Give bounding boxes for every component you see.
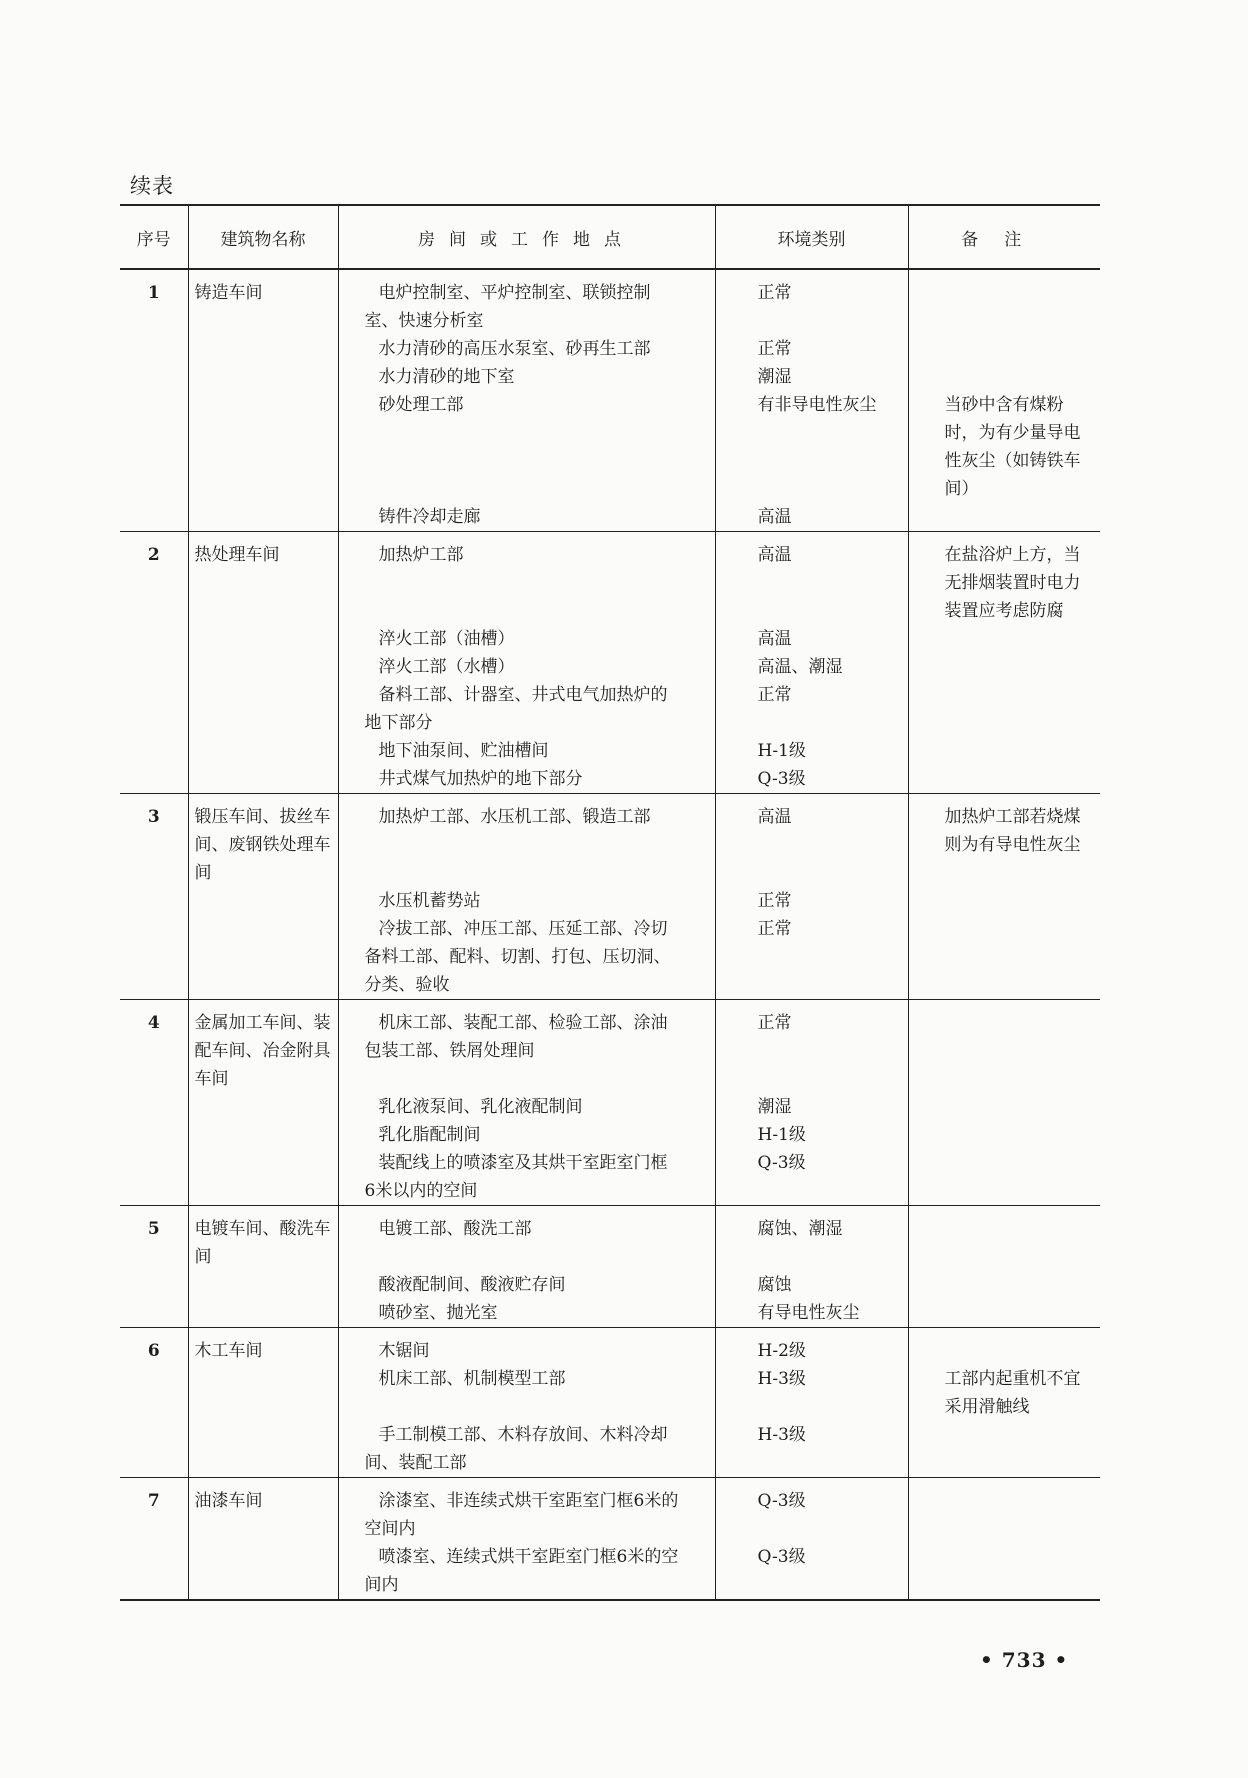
room-line xyxy=(345,859,709,887)
note-text: 工部内起重机不宜采用滑触线 xyxy=(944,1369,1081,1417)
building-name: 金属加工车间、装配车间、冶金附具车间 xyxy=(188,1000,338,1206)
room-cell xyxy=(338,1328,715,1478)
room-line xyxy=(345,1065,709,1093)
env-cell xyxy=(715,1328,908,1478)
building-name: 热处理车间 xyxy=(188,532,338,794)
note-cell xyxy=(908,794,1100,1000)
env-line xyxy=(722,1449,902,1477)
env-line xyxy=(722,1177,902,1205)
room-line: 包装工部、铁屑处理间 xyxy=(364,1041,535,1061)
env-line: H-3级 xyxy=(757,1369,806,1389)
env-line: Q-3级 xyxy=(757,769,806,789)
room-line xyxy=(345,447,709,475)
room-line: 井式煤气加热炉的地下部分 xyxy=(378,769,583,789)
room-line: 室、快速分析室 xyxy=(364,311,484,331)
env-line: 正常 xyxy=(757,891,792,911)
env-line xyxy=(722,597,902,625)
row-number: 6 xyxy=(120,1328,188,1478)
building-name: 木工车间 xyxy=(188,1328,338,1478)
row-number: 4 xyxy=(120,1000,188,1206)
room-line: 机床工部、装配工部、检验工部、涂油 xyxy=(378,1013,668,1033)
note-cell xyxy=(908,1206,1100,1328)
room-line: 砂处理工部 xyxy=(378,395,464,415)
table-row xyxy=(120,532,1100,794)
room-cell xyxy=(338,1000,715,1206)
row-number: 2 xyxy=(120,532,188,794)
room-line: 地下油泵间、贮油槽间 xyxy=(378,741,549,761)
env-line: 有导电性灰尘 xyxy=(757,1303,860,1323)
env-line: Q-3级 xyxy=(757,1491,806,1511)
table-row xyxy=(120,269,1100,532)
room-line: 水力清砂的地下室 xyxy=(378,367,515,387)
room-line xyxy=(345,419,709,447)
env-line: H-1级 xyxy=(757,1125,806,1145)
room-cell xyxy=(338,269,715,532)
header-env: 环境类别 xyxy=(715,205,908,269)
room-line: 地下部分 xyxy=(364,713,433,733)
room-line: 水力清砂的高压水泵室、砂再生工部 xyxy=(378,339,651,359)
room-line xyxy=(345,1393,709,1421)
room-line: 备料工部、配料、切割、打包、压切洞、 xyxy=(364,947,671,967)
room-line: 电镀工部、酸洗工部 xyxy=(378,1219,532,1239)
env-line xyxy=(722,859,902,887)
room-line xyxy=(345,597,709,625)
env-cell xyxy=(715,1478,908,1601)
room-line: 喷砂室、抛光室 xyxy=(378,1303,498,1323)
room-line: 空间内 xyxy=(364,1519,416,1539)
room-cell xyxy=(338,1478,715,1601)
env-line xyxy=(722,1065,902,1093)
room-line: 机床工部、机制模型工部 xyxy=(378,1369,566,1389)
env-line xyxy=(722,1037,902,1065)
room-line: 电炉控制室、平炉控制室、联锁控制 xyxy=(378,283,651,303)
room-line: 乳化液泵间、乳化液配制间 xyxy=(378,1097,583,1117)
room-line: 喷漆室、连续式烘干室距室门框6米的空 xyxy=(378,1547,679,1567)
env-line: 高温 xyxy=(757,545,792,565)
note-cell xyxy=(908,269,1100,532)
env-line: 有非导电性灰尘 xyxy=(757,395,877,415)
room-line xyxy=(345,1243,709,1271)
env-line: H-2级 xyxy=(757,1341,806,1361)
table-row xyxy=(120,1478,1100,1601)
room-line: 间、装配工部 xyxy=(364,1453,467,1473)
note-text: 加热炉工部若烧煤则为有导电性灰尘 xyxy=(944,807,1081,855)
env-line: 正常 xyxy=(757,685,792,705)
env-cell xyxy=(715,532,908,794)
environment-classification-table xyxy=(120,204,1100,1601)
note-cell xyxy=(908,1000,1100,1206)
note-cell xyxy=(908,1328,1100,1478)
page-number: • 733 • xyxy=(980,1648,1069,1672)
room-line xyxy=(345,569,709,597)
env-line: 高温 xyxy=(757,629,792,649)
header-note: 备注 xyxy=(908,205,1100,269)
room-line: 分类、验收 xyxy=(364,975,450,995)
note-cell xyxy=(908,532,1100,794)
header-room: 房间或工作地点 xyxy=(338,205,715,269)
table-row xyxy=(120,1328,1100,1478)
note-cell xyxy=(908,1478,1100,1601)
env-line: 潮湿 xyxy=(757,367,792,387)
room-line xyxy=(345,475,709,503)
env-line xyxy=(722,1571,902,1599)
env-line: 正常 xyxy=(757,1013,792,1033)
header-row xyxy=(120,205,1100,269)
env-line: Q-3级 xyxy=(757,1547,806,1567)
building-name: 锻压车间、拔丝车间、废钢铁处理车间 xyxy=(188,794,338,1000)
table-row xyxy=(120,1000,1100,1206)
env-line: 腐蚀 xyxy=(757,1275,792,1295)
table-row xyxy=(120,1206,1100,1328)
env-line: 正常 xyxy=(757,339,792,359)
env-line xyxy=(722,709,902,737)
env-line: 正常 xyxy=(757,283,792,303)
note-text: 在盐浴炉上方，当无排烟装置时电力装置应考虑防腐 xyxy=(944,545,1081,621)
env-line xyxy=(722,307,902,335)
env-line: H-3级 xyxy=(757,1425,806,1445)
env-line xyxy=(722,971,902,999)
room-line: 装配线上的喷漆室及其烘干室距室门框 xyxy=(378,1153,668,1173)
env-line xyxy=(722,1393,902,1421)
env-line: 腐蚀、潮湿 xyxy=(757,1219,843,1239)
room-cell xyxy=(338,1206,715,1328)
room-line: 酸液配制间、酸液贮存间 xyxy=(378,1275,566,1295)
env-line xyxy=(722,419,902,447)
env-cell xyxy=(715,1206,908,1328)
env-cell xyxy=(715,1000,908,1206)
room-line: 手工制模工部、木料存放间、木料冷却 xyxy=(378,1425,668,1445)
room-line: 冷拔工部、冲压工部、压延工部、冷切 xyxy=(378,919,668,939)
building-name: 油漆车间 xyxy=(188,1478,338,1601)
header-building: 建筑物名称 xyxy=(188,205,338,269)
env-line: 高温 xyxy=(757,807,792,827)
room-line: 间内 xyxy=(364,1575,399,1595)
env-line: 高温 xyxy=(757,507,792,527)
room-line: 6米以内的空间 xyxy=(364,1181,478,1201)
env-line: Q-3级 xyxy=(757,1153,806,1173)
row-number: 3 xyxy=(120,794,188,1000)
env-cell xyxy=(715,794,908,1000)
row-number: 5 xyxy=(120,1206,188,1328)
room-line: 铸件冷却走廊 xyxy=(378,507,481,527)
room-line: 涂漆室、非连续式烘干室距室门框6米的 xyxy=(378,1491,679,1511)
env-line: 高温、潮湿 xyxy=(757,657,843,677)
room-line: 淬火工部（水槽） xyxy=(378,657,515,677)
env-line xyxy=(722,475,902,503)
env-line xyxy=(722,569,902,597)
building-name: 铸造车间 xyxy=(188,269,338,532)
env-line xyxy=(722,1243,902,1271)
env-line xyxy=(722,447,902,475)
row-number: 7 xyxy=(120,1478,188,1601)
env-line xyxy=(722,831,902,859)
header-no: 序号 xyxy=(120,205,188,269)
room-cell xyxy=(338,532,715,794)
room-line: 加热炉工部 xyxy=(378,545,464,565)
building-name: 电镀车间、酸洗车间 xyxy=(188,1206,338,1328)
env-line: 正常 xyxy=(757,919,792,939)
env-cell xyxy=(715,269,908,532)
room-line: 加热炉工部、水压机工部、锻造工部 xyxy=(378,807,651,827)
room-line: 备料工部、计器室、井式电气加热炉的 xyxy=(378,685,668,705)
env-line xyxy=(722,1515,902,1543)
room-line: 水压机蓄势站 xyxy=(378,891,481,911)
table-row xyxy=(120,794,1100,1000)
room-line: 淬火工部（油槽） xyxy=(378,629,515,649)
env-line: H-1级 xyxy=(757,741,806,761)
table-caption: 续表 xyxy=(130,174,174,198)
row-number: 1 xyxy=(120,269,188,532)
room-line: 乳化脂配制间 xyxy=(378,1125,481,1145)
env-line: 潮湿 xyxy=(757,1097,792,1117)
note-text: 当砂中含有煤粉时，为有少量导电性灰尘（如铸铁车间） xyxy=(944,395,1081,499)
room-line xyxy=(345,831,709,859)
env-line xyxy=(722,943,902,971)
room-line: 木锯间 xyxy=(378,1341,430,1361)
room-cell xyxy=(338,794,715,1000)
